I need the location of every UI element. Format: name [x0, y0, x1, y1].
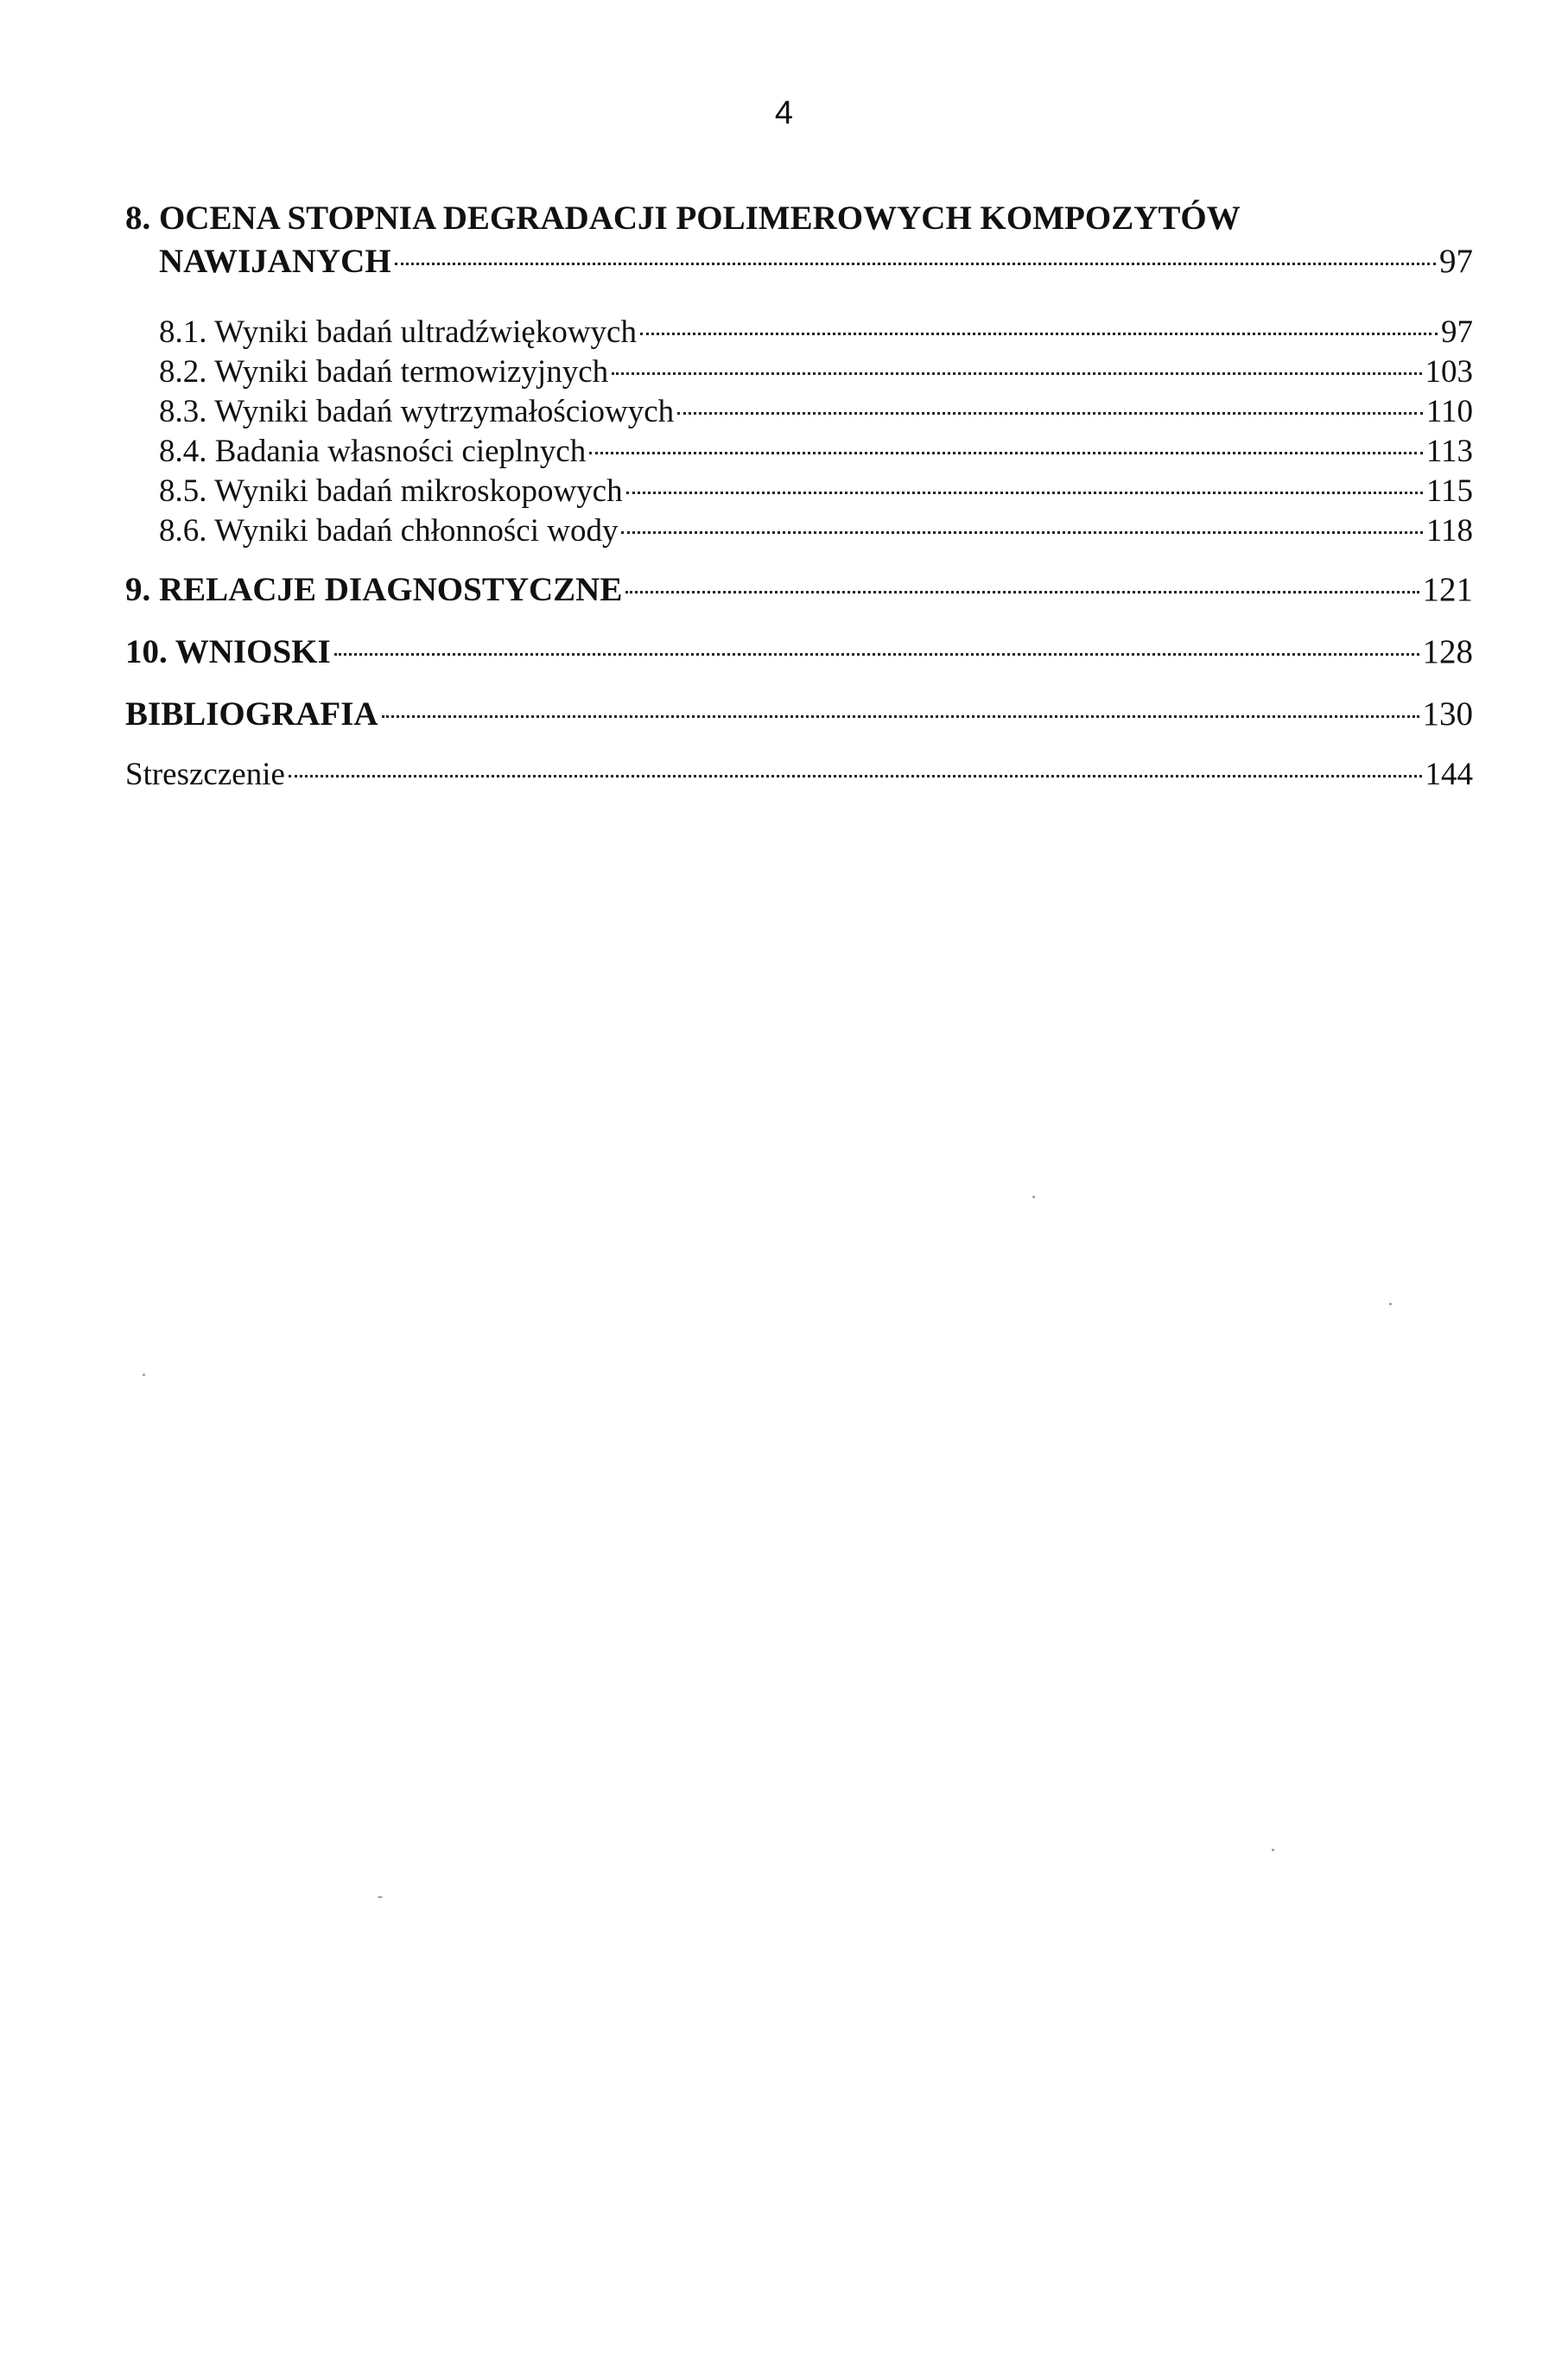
chapter-8-title-line2: NAWIJANYCH: [159, 243, 391, 280]
summary-entry[interactable]: [125, 755, 1473, 795]
toc-entry-title: 8.6. Wyniki badań chłonności wody: [159, 513, 619, 549]
scan-speck: [1389, 1303, 1392, 1305]
dot-leader: [626, 492, 1423, 494]
toc-entry-page: 97: [1441, 314, 1473, 350]
dot-leader: [612, 372, 1421, 375]
scan-speck: [143, 1374, 145, 1376]
toc-entry-8-3[interactable]: [125, 392, 1473, 432]
scan-speck: [1032, 1196, 1035, 1198]
chapter-8-sections: [125, 313, 1473, 551]
chapter-8-entry[interactable]: [125, 197, 1473, 283]
toc-entry-title: 8.1. Wyniki badań ultradźwiękowych: [159, 314, 637, 350]
dot-leader: [382, 715, 1419, 718]
chapter-10-page: 128: [1422, 633, 1473, 670]
dot-leader: [677, 412, 1423, 415]
dot-leader: [625, 591, 1419, 593]
dot-leader: [589, 452, 1423, 454]
dot-leader: [334, 653, 1419, 656]
toc-entry-title: 8.5. Wyniki badań mikroskopowych: [159, 473, 623, 509]
toc-entry-page: 113: [1425, 434, 1473, 469]
toc-entry-8-2[interactable]: [125, 352, 1473, 392]
toc-entry-8-6[interactable]: [125, 511, 1473, 551]
scan-speck: [1272, 1849, 1274, 1851]
bibliography-title: BIBLIOGRAFIA: [125, 695, 378, 733]
chapter-9-page: 121: [1422, 571, 1473, 608]
table-of-contents: [125, 197, 1473, 795]
dot-leader: [621, 531, 1422, 534]
chapter-8-page: 97: [1439, 243, 1473, 280]
dot-leader: [640, 333, 1438, 335]
bibliography-page: 130: [1422, 695, 1473, 733]
summary-page: 144: [1425, 757, 1473, 792]
toc-entry-page: 115: [1425, 473, 1473, 509]
dot-leader: [395, 263, 1436, 265]
toc-entry-8-4[interactable]: [125, 432, 1473, 472]
scan-speck: [378, 1896, 383, 1898]
dot-leader: [289, 775, 1422, 777]
bibliography-entry[interactable]: [125, 693, 1473, 736]
toc-entry-page: 103: [1425, 354, 1473, 390]
chapter-10-title: 10. WNIOSKI: [125, 633, 331, 670]
summary-title: Streszczenie: [125, 757, 285, 792]
toc-entry-title: 8.3. Wyniki badań wytrzymałościowych: [159, 394, 675, 429]
toc-entry-title: 8.2. Wyniki badań termowizyjnych: [159, 354, 609, 390]
toc-entry-title: 8.4. Badania własności cieplnych: [159, 434, 587, 469]
toc-entry-8-5[interactable]: [125, 472, 1473, 511]
chapter-10-entry[interactable]: [125, 631, 1473, 674]
toc-entry-8-1[interactable]: [125, 313, 1473, 352]
chapter-9-entry[interactable]: [125, 568, 1473, 612]
chapter-9-title: 9. RELACJE DIAGNOSTYCZNE: [125, 571, 623, 608]
chapter-8-title-line1: 8. OCENA STOPNIA DEGRADACJI POLIMEROWYCH KOMPOZYTÓW: [125, 200, 1241, 237]
toc-entry-page: 110: [1425, 394, 1473, 429]
toc-entry-page: 118: [1425, 513, 1473, 549]
page-number: 4: [774, 95, 794, 131]
